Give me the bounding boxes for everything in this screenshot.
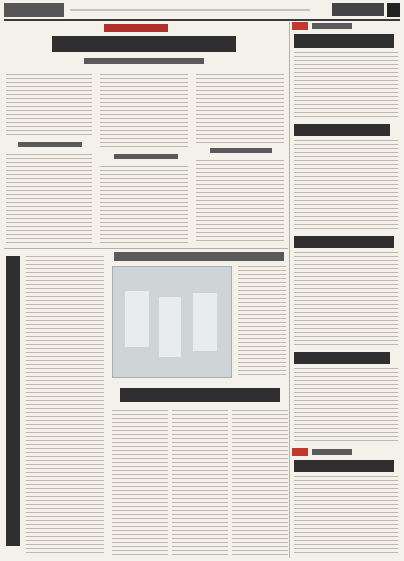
sidebar-text-1 bbox=[294, 52, 398, 118]
sidebar-text-2 bbox=[294, 140, 398, 230]
sidebar-label-5 bbox=[312, 449, 352, 455]
section-title bbox=[332, 3, 384, 16]
sidebar-headline-3 bbox=[294, 236, 394, 248]
sidebar-headline-5 bbox=[294, 460, 394, 472]
issue-meta bbox=[70, 9, 310, 11]
sidebar-text-5 bbox=[294, 476, 398, 556]
sidebar-headline-4 bbox=[294, 352, 390, 364]
lead-section-heading-2 bbox=[114, 154, 178, 159]
column-rule bbox=[289, 22, 290, 558]
sidebar-article-1 bbox=[292, 22, 400, 120]
sidebar-article-3 bbox=[292, 236, 400, 348]
sidebar-text-4 bbox=[294, 368, 398, 442]
sidebar-label-1 bbox=[312, 23, 352, 29]
lead-text-col-1 bbox=[6, 74, 92, 136]
lead-headline bbox=[52, 36, 236, 52]
bottom-text-col-3 bbox=[232, 410, 288, 556]
lead-text-col-3 bbox=[196, 74, 284, 144]
bottom-left-text bbox=[26, 256, 104, 554]
lead-kicker-tag bbox=[104, 24, 168, 32]
lead-article bbox=[4, 22, 286, 246]
photo-figure-2 bbox=[159, 297, 181, 357]
sidebar-headline-2 bbox=[294, 124, 390, 136]
horizontal-rule bbox=[4, 248, 288, 249]
masthead-logo bbox=[4, 3, 64, 17]
bottom-text-col-1 bbox=[112, 410, 168, 556]
sidebar-article-5 bbox=[292, 448, 400, 558]
photo-figure-3 bbox=[193, 293, 217, 351]
lead-text-col-2 bbox=[100, 74, 188, 148]
lead-text-col-3b bbox=[196, 160, 284, 244]
lead-section-heading-1 bbox=[18, 142, 82, 147]
sidebar-article-4 bbox=[292, 352, 400, 444]
photo-figure-1 bbox=[125, 291, 149, 347]
page-header bbox=[4, 3, 400, 21]
page-number bbox=[387, 3, 400, 17]
lab-photo bbox=[112, 266, 232, 378]
bottom-text-col-2 bbox=[172, 410, 228, 556]
photo-feature bbox=[110, 252, 288, 380]
bottom-headline bbox=[120, 388, 280, 402]
sidebar-article-2 bbox=[292, 124, 400, 232]
sidebar-headline-1 bbox=[294, 34, 394, 48]
sidebar-text-3 bbox=[294, 252, 398, 346]
vertical-headline bbox=[6, 256, 20, 546]
photo-headline bbox=[114, 252, 284, 261]
lead-text-col-1b bbox=[6, 154, 92, 244]
photo-caption-text bbox=[238, 266, 286, 378]
sidebar-badge bbox=[292, 22, 308, 30]
bottom-feature bbox=[110, 384, 288, 558]
lead-subhead bbox=[84, 58, 204, 64]
lead-text-col-2b bbox=[100, 166, 188, 244]
sidebar-badge-2 bbox=[292, 448, 308, 456]
bottom-left-article bbox=[4, 252, 106, 558]
lead-section-heading-3 bbox=[210, 148, 272, 153]
